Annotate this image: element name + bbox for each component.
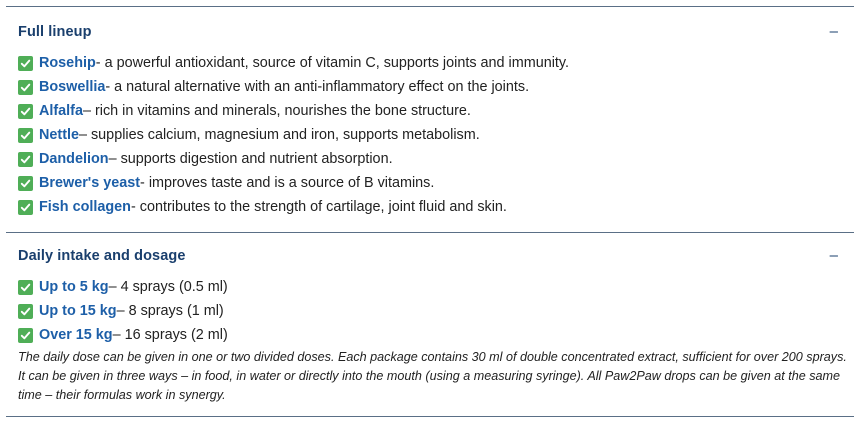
item-term: Dandelion [39, 151, 109, 167]
item-term: Up to 5 kg [39, 279, 109, 295]
list-item [18, 75, 854, 99]
item-term: Up to 15 kg [39, 303, 117, 319]
item-term: Brewer's yeast [39, 175, 141, 191]
item-desc: – rich in vitamins and minerals, nourishes the bone structure. [82, 103, 471, 119]
item-term: Boswellia [39, 79, 106, 95]
item-desc: – supports digestion and nutrient absorption. [108, 151, 393, 167]
list-item [18, 299, 854, 323]
section-title: Full lineup [18, 24, 92, 40]
list-item [18, 323, 854, 347]
accordion [6, 0, 854, 417]
check-icon [18, 56, 33, 71]
list-item [18, 275, 854, 299]
item-term: Rosehip [39, 55, 96, 71]
check-icon [18, 280, 33, 295]
dosage-note: The daily dose can be given in one or two divided doses. Each package contains 30 ml of double concentrated extract, sufficient for over 200 sprays. It can be given in three ways – in food, in water or directly into the mouth (using a measuring syringe). All Paw2Paw drops can be given at the same time – their formulas work in synergy. [18, 350, 847, 402]
check-icon [18, 328, 33, 343]
item-desc: – 4 sprays (0.5 ml) [108, 279, 228, 295]
item-desc: - improves taste and is a source of B vitamins. [140, 175, 435, 191]
section-title: Daily intake and dosage [18, 248, 186, 264]
check-icon [18, 304, 33, 319]
item-desc: – supplies calcium, magnesium and iron, supports metabolism. [78, 127, 480, 143]
list-item [18, 195, 854, 219]
dosage-list [18, 275, 854, 347]
collapse-minus-icon[interactable]: – [829, 23, 838, 40]
item-desc: - contributes to the strength of cartilage, joint fluid and skin. [130, 199, 507, 215]
item-term: Fish collagen [39, 199, 131, 215]
divider [6, 232, 854, 233]
item-desc: - a natural alternative with an anti-inflammatory effect on the joints. [105, 79, 530, 95]
list-item [18, 171, 854, 195]
list-item [18, 147, 854, 171]
item-term: Alfalfa [39, 103, 83, 119]
list-item [18, 99, 854, 123]
ingredient-list [18, 51, 854, 219]
section-header-full-lineup[interactable] [18, 22, 854, 42]
check-icon [18, 80, 33, 95]
item-desc: - a powerful antioxidant, source of vitamin C, supports joints and immunity. [95, 55, 570, 71]
divider [6, 416, 854, 417]
check-icon [18, 104, 33, 119]
check-icon [18, 152, 33, 167]
item-desc: – 8 sprays (1 ml) [116, 303, 224, 319]
list-item [18, 123, 854, 147]
divider [6, 6, 854, 7]
section-header-daily-intake[interactable] [18, 246, 854, 266]
section-daily-intake [6, 246, 854, 405]
check-icon [18, 176, 33, 191]
item-desc: – 16 sprays (2 ml) [112, 327, 228, 343]
check-icon [18, 128, 33, 143]
check-icon [18, 200, 33, 215]
list-item [18, 51, 854, 75]
item-term: Nettle [39, 127, 79, 143]
item-term: Over 15 kg [39, 327, 113, 343]
section-full-lineup [6, 22, 854, 219]
collapse-minus-icon[interactable]: – [829, 247, 838, 264]
